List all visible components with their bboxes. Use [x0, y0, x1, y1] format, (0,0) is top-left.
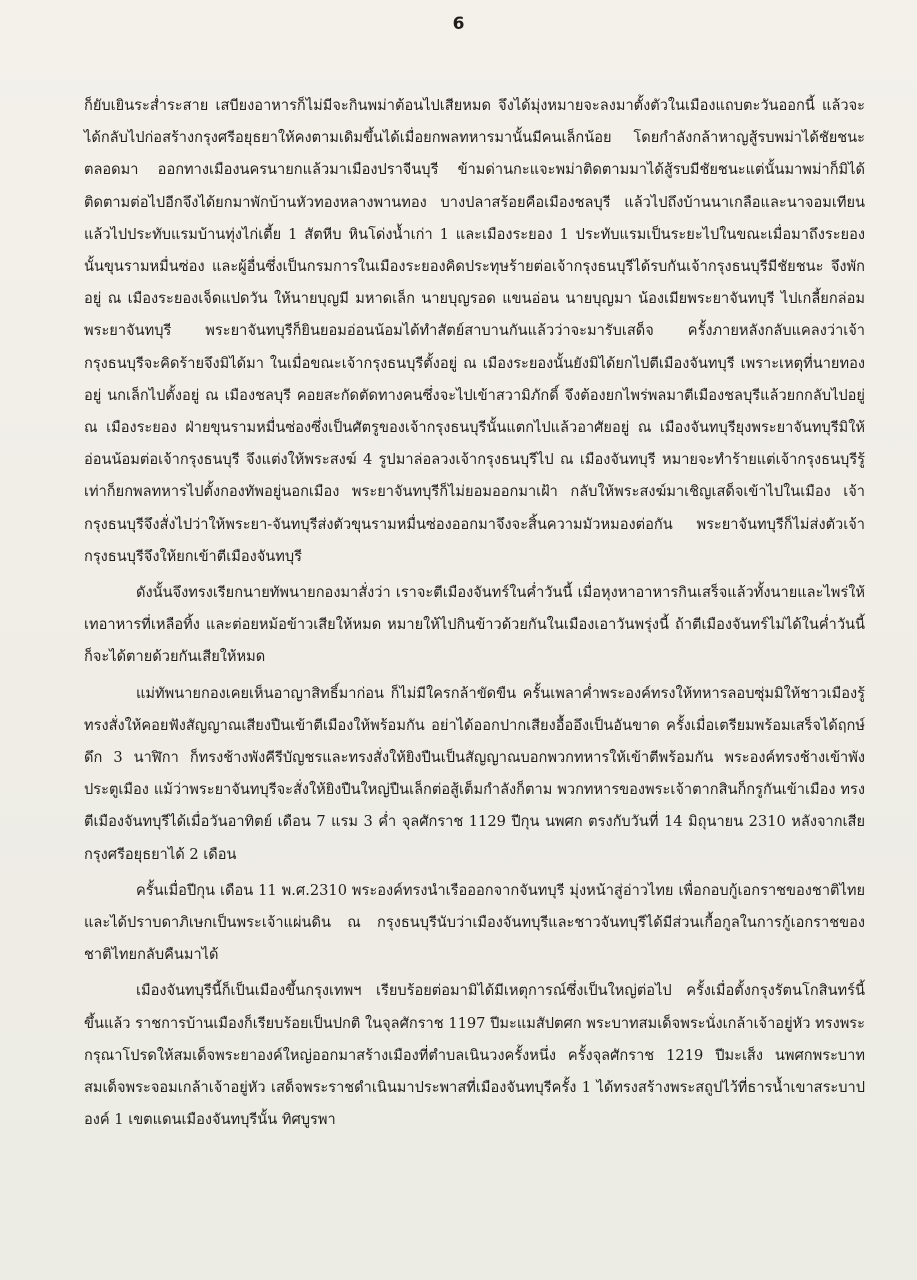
body-text [84, 90, 865, 1141]
paragraph-4: ครั้นเมื่อปีกุน เดือน 11 พ.ศ.2310 พระองค์ทรงนำเรือออกจากจันทบุรี มุ่งหน้าสู่อ่าวไทย เพื่อกอบกู้เอกราชของชาติไทยและได้ปราบดาภิเษกเป็นพระเจ้าแผ่นดิน ณ กรุงธนบุรีนับว่าเมืองจันทบุรีและชาวจันทบุรีได้มีส่วนเกื้อกูลในการกู้เอกราชของชาติไทยกลับคืนมาได้ [84, 881, 865, 964]
paragraph-3: แม่ทัพนายกองเคยเห็นอาญาสิทธิ์มาก่อน ก็ไม่มีใครกล้าขัดขืน ครั้นเพลาค่ำพระองค์ทรงให้ทหารลอบซุ่มมิให้ชาวเมืองรู้ ทรงสั่งให้คอยฟังสัญญาณเสียงปืนเข้าตีเมืองให้พร้อมกัน อย่าได้ออกปากเสียงอื้ออึงเป็นอันขาด ครั้งเมื่อเตรียมพร้อมเสร็จได้ฤกษ์ดึก 3 นาฬิกา ก็ทรงช้างพังคีรีบัญชรและทรงสั่งให้ยิงปืนเป็นสัญญาณบอกพวกทหารให้เข้าตีพร้อมกัน พระองค์ทรงช้างเข้าพังประตูเมือง แม้ว่าพระยาจันทบุรีจะสั่งให้ยิงปืนใหญ่ปืนเล็กต่อสู้เต็มกำลังก็ตาม พวกทหารของพระเจ้าตากสินก็กรูกันเข้าเมือง ทรงตีเมืองจันทบุรีได้เมื่อวันอาทิตย์ เดือน 7 แรม 3 ค่ำ จุลศักราช 1129 ปีกุน นพศก ตรงกับวันที่ 14 มิถุนายน 2310 หลังจากเสียกรุงศรีอยุธยาได้ 2 เดือน [84, 684, 865, 863]
paragraph-1: ก็ยับเยินระส่ำระสาย เสบียงอาหารก็ไม่มีจะกินพม่าต้อนไปเสียหมด จึงได้มุ่งหมายจะลงมาตั้งตัวในเมืองแถบตะวันออกนี้ แล้วจะได้กลับไปก่อสร้างกรุงศรีอยุธยาให้คงตามเดิมขึ้นได้เมื่อยกพลทหารมานั้นมีคนเล็กน้อย โดยกำลังกล้าหาญสู้รบพม่าได้ชัยชนะตลอดมา ออกทางเมืองนครนายกแล้วมาเมืองปราจีนบุรี ข้ามด่านกะแจะพม่าติดตามมาได้สู้รบมีชัยชนะแต่นั้นมาพม่าก็มิได้ติดตามต่อไปอีกจึงได้ยกมาพักบ้านหัวทองหลางพานทอง บางปลาสร้อยคือเมืองชลบุรี แล้วไปถึงบ้านนาเกลือและนาจอมเทียน แล้วไปประทับแรมบ้านทุ่งไก่เตี้ย 1 สัตหีบ หินโด่งน้ำเก่า 1 และเมืองระยอง 1 ประทับแรมเป็นระยะไปในขณะเมื่อมาถึงระยองนั้นขุนรามหมื่นซ่อง และผู้อื่นซึ่งเป็นกรมการในเมืองระยองคิดประทุษร้ายต่อเจ้ากรุงธนบุรีได้รบกันเจ้ากรุงธนบุรีมีชัยชนะ จึงพักอยู่ ณ เมืองระยองเจ็ดแปดวัน ให้นายบุญมี มหาดเล็ก นายบุญรอด แขนอ่อน นายบุญมา น้องเมียพระยาจันทบุรี ไปเกลี้ยกล่อมพระยาจันทบุรี พระยาจันทบุรีก็ยินยอมอ่อนน้อมได้ทำสัตย์สาบานกันแล้วว่าจะมารับเสด็จ ครั้งภายหลังกลับแคลงว่าเจ้ากรุงธนบุรีจะคิดร้ายจึงมิได้มา ในเมื่อขณะเจ้ากรุงธนบุรีตั้งอยู่ ณ เมืองระยองนั้นยังมิได้ยกไปตีเมืองจันทบุรี เพราะเหตุที่นายทองอยู่ นกเล็กไปตั้งอยู่ ณ เมืองชลบุรี คอยสะกัดตัดทางคนซึ่งจะไปเข้าสวามิภักดิ์ จึงต้องยกไพร่พลมาตีเมืองชลบุรีแล้วยกกลับไปอยู่ ณ เมืองระยอง ฝ่ายขุนรามหมื่นซ่องซึ่งเป็นศัตรูของเจ้ากรุงธนบุรีนั้นแตกไปแล้วอาศัยอยู่ ณ เมืองจันทบุรียุงพระยาจันทบุรีมิให้อ่อนน้อมต่อเจ้ากรุงธนบุรี จึงแต่งให้พระสงฆ์ 4 รูปมาล่อลวงเจ้ากรุงธนบุรีไป ณ เมืองจันทบุรี หมายจะทำร้ายแต่เจ้ากรุงธนบุรีรู้เท่าก็ยกพลทหารไปตั้งกองทัพอยู่นอกเมือง พระยาจันทบุรีก็ไม่ยอมออกมาเฝ้า กลับให้พระสงฆ์มาเชิญเสด็จเข้าไปในเมือง เจ้ากรุงธนบุรีจึงสั่งไปว่าให้พระยา-จันทบุรีส่งตัวขุนรามหมื่นซ่องออกมาจึงจะสิ้นความมัวหมองต่อกัน พระยาจันทบุรีก็ไม่ส่งตัวเจ้ากรุงธนบุรีจึงให้ยกเข้าตีเมืองจันทบุรี [84, 97, 865, 565]
page-number: 6 [452, 14, 465, 34]
paragraph-2: ดังนั้นจึงทรงเรียกนายทัพนายกองมาสั่งว่า เราจะตีเมืองจันทร์ในค่ำวันนี้ เมื่อหุงหาอาหารกินเสร็จแล้วทั้งนายและไพร่ให้เทอาหารที่เหลือทิ้ง และต่อยหม้อข้าวเสียให้หมด หมายให้ไปกินข้าวด้วยกันในเมืองเอาวันพรุ่งนี้ ถ้าตีเมืองจันทร์ไม่ได้ในค่ำวันนี้ ก็จะได้ตายด้วยกันเสียให้หมด [84, 584, 865, 666]
paragraph-5: เมืองจันทบุรีนี้ก็เป็นเมืองขึ้นกรุงเทพฯ เรียบร้อยต่อมามิได้มีเหตุการณ์ซึ่งเป็นใหญ่ต่อไป ครั้งเมื่อตั้งกรุงรัตนโกสินทร์นี้ขึ้นแล้ว ราชการบ้านเมืองก็เรียบร้อยเป็นปกติ ในจุลศักราช 1197 ปีมะแมสัปตศก พระบาทสมเด็จพระนั่งเกล้าเจ้าอยู่หัว ทรงพระกรุณาโปรดให้สมเด็จพระยาองค์ใหญ่ออกมาสร้างเมืองที่ตำบลเนินวงครั้งหนึ่ง ครั้งจุลศักราช 1219 ปีมะเส็ง นพศกพระบาทสมเด็จพระจอมเกล้าเจ้าอยู่หัว เสด็จพระราชดำเนินมาประพาสที่เมืองจันทบุรีครั้ง 1 ได้ทรงสร้างพระสถูปไว้ที่ธารน้ำเขาสระบาปองค์ 1 เขตแดนเมืองจันทบุรีนั้น ทิศบูรพา [84, 982, 865, 1129]
